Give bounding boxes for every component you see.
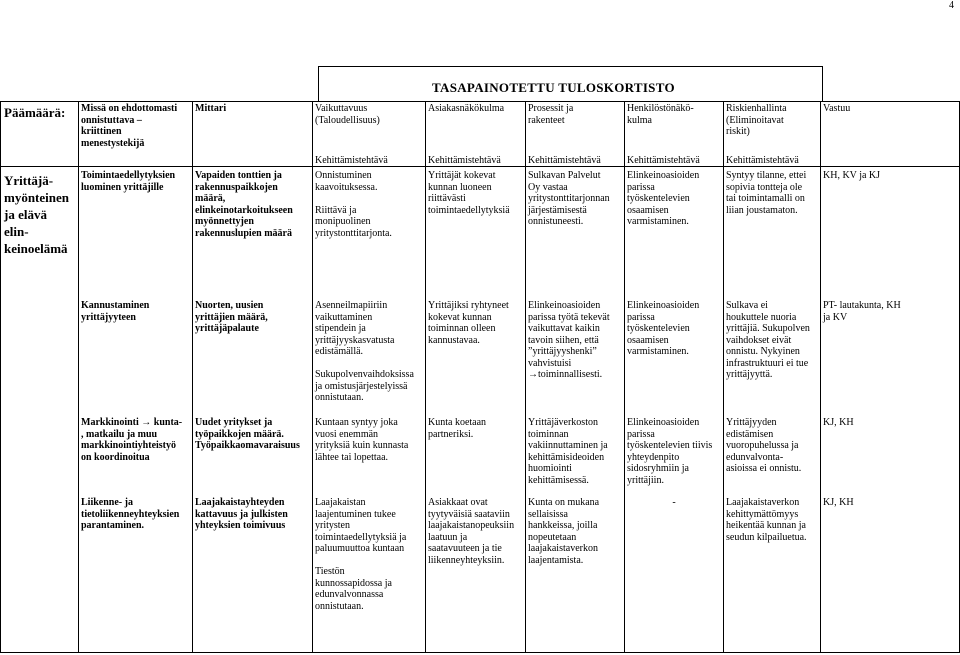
header-vastuu: Vastuu (823, 103, 851, 114)
header-paamaara: Päämäärä: (4, 105, 66, 120)
prosessit-task: Sulkavan Palvelut Oy vastaa yritystonttitarjonnan järjestämisestä onnistuneesti. (528, 170, 610, 227)
vaikuttavuus-task: Laajakaistan laajentuminen tukee yritysten toimintaedellytyksiä ja paluumuuttoa kuntaan Tiestön kunnossapidossa ja edunvalvonnassa onnistutaan. (315, 497, 407, 612)
prosessit-task: Yrittäjäverkoston toiminnan vakiinnuttaminen ja kehittämisideoiden huomiointi kehittämisessä. (528, 417, 608, 486)
vastuu-value: KH, KV ja KJ (823, 170, 881, 181)
critical-factor: Toimintaedellytyksien luominen yrittäjille (81, 170, 176, 193)
vaikuttavuus-task: Kuntaan syntyy joka vuosi enemmän yrityksiä kuin kunnasta lähtee tai lopettaa. (315, 417, 409, 463)
riskit-task: Sulkava ei houkuttele nuoria yrittäjiä. Sukupolven vaihdokset eivät onnistu. Nykyinen infrastruktuuri ei tue yrittäjyyttä. (726, 300, 810, 380)
header-measure: Mittari (195, 103, 227, 114)
measure: Vapaiden tonttien ja rakennuspaikkojen määrä, elinkeinotarkoitukseen myönnettyjen rakennuslupien määrä (195, 170, 293, 239)
prosessit-task: Elinkeinoasioiden parissa työtä tekevät vaikuttavat kaikin tavoin siihen, että ”yrittäjyyshenki” vahvistuisi →toiminnallisesti. (528, 300, 610, 380)
header-prosessit: Prosessit ja rakenteet (528, 103, 574, 126)
henkilosto-task: Elinkeinoasioiden parissa työskentelevien tiivis yhteydenpito sidosryhmiin ja yrittäjiin. (627, 417, 713, 486)
measure: Nuorten, uusien yrittäjien määrä, yrittäjäpalaute (195, 300, 268, 334)
title-box-right (822, 66, 823, 102)
asiakas-task: Yrittäjät kokevat kunnan luoneen riittävästi toimintaedellytyksiä (428, 170, 510, 216)
header-riskit: Riskienhallinta (Eliminoitavat riskit) (726, 103, 787, 137)
title-box-top (318, 66, 823, 67)
vastuu-value: PT- lautakunta, KH ja KV (823, 300, 901, 323)
kehittamistehtava-label: Kehittämistehtävä (315, 155, 388, 166)
col-line-0 (0, 101, 1, 653)
vaikuttavuus-task: Onnistuminen kaavoituksessa. Riittävä ja monipuolinen yritystonttitarjonta. (315, 170, 392, 239)
riskit-task: Laajakaistaverkon kehittymättömyys heikentää kunnan ja seudun kilpailuetua. (726, 497, 807, 543)
henkilosto-task: Elinkeinoasioiden parissa työskentelevien osaamisen varmistaminen. (627, 170, 700, 227)
measure: Laajakaistayhteyden kattavuus ja julkisten yhteyksien toimivuus (195, 497, 288, 531)
vastuu-value: KJ, KH (823, 497, 854, 508)
table-bottom-line (0, 652, 960, 653)
header-henkilosto: Henkilöstönäkö- kulma (627, 103, 694, 126)
header-asiakas: Asiakasnäkökulma (428, 103, 505, 114)
critical-factor: Kannustaminen yrittäjyyteen (81, 300, 150, 323)
asiakas-task: Yrittäjiksi ryhtyneet kokevat kunnan toiminnan olleen kannustavaa. (428, 300, 509, 346)
critical-factor: Markkinointi → kunta- , matkailu ja muu markkinointiyhteistyö on koordinoitua (81, 417, 183, 463)
vastuu-value: KJ, KH (823, 417, 854, 428)
asiakas-task: Kunta koetaan partneriksi. (428, 417, 487, 440)
henkilosto-task: Elinkeinoasioiden parissa työskentelevien osaamisen varmistaminen. (627, 300, 700, 357)
kehittamistehtava-label: Kehittämistehtävä (627, 155, 700, 166)
kehittamistehtava-label: Kehittämistehtävä (528, 155, 601, 166)
scorecard-title: TASAPAINOTETTU TULOSKORTISTO (432, 80, 675, 95)
header-top-line (0, 101, 960, 102)
kehittamistehtava-label: Kehittämistehtävä (726, 155, 799, 166)
vaikuttavuus-task: Asenneilmapiiriin vaikuttaminen stipendein ja yrittäjyyskasvatusta edistämällä. Sukupolvenvaihdoksissa ja omistusjärjestelyissä onnistutaan. (315, 300, 414, 403)
asiakas-task: Asiakkaat ovat tyytyväisiä saataviin laajakaistanopeuksiin laatuun ja saatavuuteen ja tie liikenneyhteyksiin. (428, 497, 515, 566)
riskit-task: Yrittäjyyden edistämisen vuoropuhelussa ja edunvalvonta- asioissa ei onnistu. (726, 417, 802, 474)
col-line-8 (820, 101, 821, 653)
measure: Uudet yritykset ja työpaikkojen määrä. Työpaikkaomavaraisuus (195, 417, 300, 451)
kehittamistehtava-label: Kehittämistehtävä (428, 155, 501, 166)
henkilosto-task: - (672, 497, 676, 508)
title-box-left (318, 66, 319, 102)
prosessit-task: Kunta on mukana sellaisissa hankkeissa, joilla nopeutetaan laajakaistaverkon laajentamista. (528, 497, 600, 566)
page-number: 4 (949, 0, 954, 11)
header-critical-factor: Missä on ehdottomasti onnistuttava – kriittinen menestystekijä (81, 103, 178, 149)
riskit-task: Syntyy tilanne, ettei sopivia tontteja ole tai toimintamalli on liian joustamaton. (726, 170, 807, 216)
header-vaikuttavuus: Vaikuttavuus (Taloudellisuus) (315, 103, 380, 126)
strategic-goal: Yrittäjä- myönteinen ja elävä elin- keinoelämä (4, 173, 69, 256)
critical-factor: Liikenne- ja tietoliikenneyhteyksien parantaminen. (81, 497, 180, 531)
